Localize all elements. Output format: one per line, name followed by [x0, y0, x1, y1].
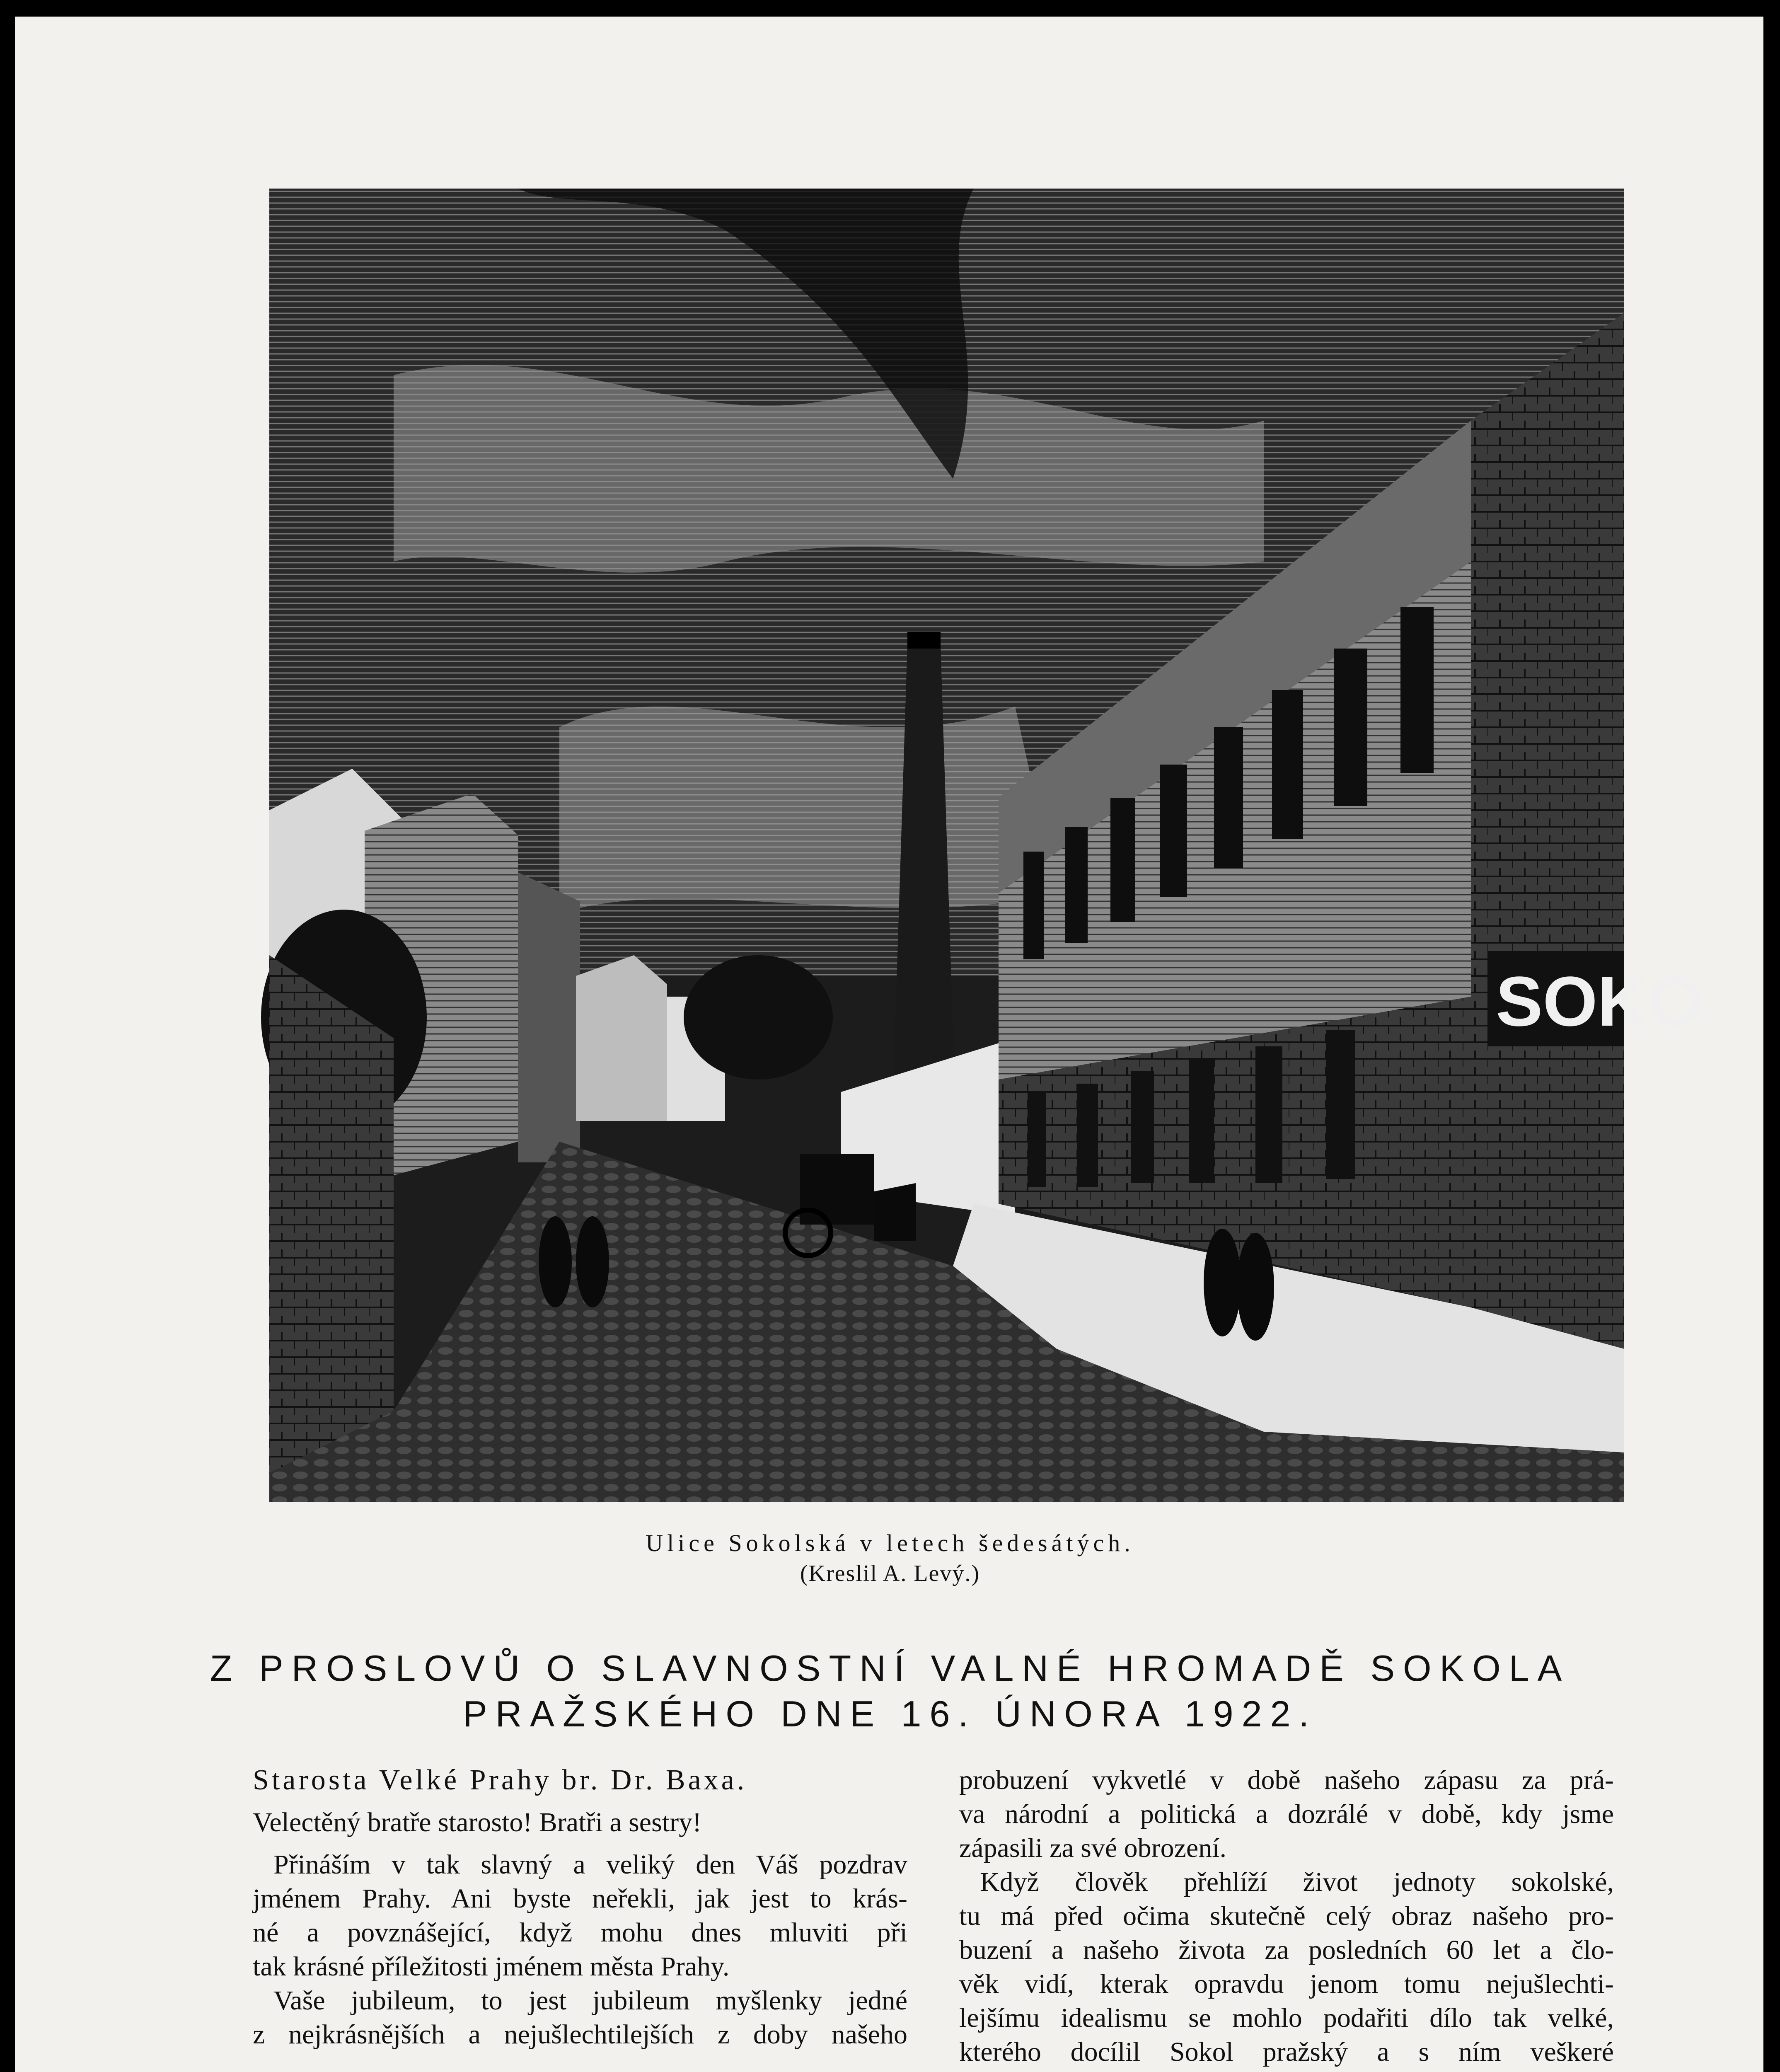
text-line: buzení a našeho života za posledních 60 let a člo- — [959, 1935, 1614, 1965]
text-line: jménem Prahy. Ani byste neřekli, jak jest to krás- — [253, 1883, 907, 1914]
text-line: tu má před očima skutečně celý obraz našeho pro- — [959, 1901, 1614, 1931]
greeting: Velectěný bratře starosto! Bratři a sestry! — [253, 1807, 702, 1837]
text-column-right — [959, 1763, 1614, 2069]
article-title-line-1: Z PROSLOVŮ O SLAVNOSTNÍ VALNÉ HROMADĚ SOKOLA — [210, 1648, 1570, 1689]
text-line: zápasili za své obrození. — [959, 1833, 1227, 1863]
text-line: kterého docílil Sokol pražský a s ním veškeré — [959, 2037, 1614, 2067]
engraving-illustration — [269, 189, 1703, 1502]
text-line: Vaše jubileum, to jest jubileum myšlenky jedné — [273, 1985, 907, 2016]
text-line: probuzení vykvetlé v době našeho zápasu za prá- — [959, 1765, 1614, 1795]
text-line: Přináším v tak slavný a veliký den Váš pozdrav — [273, 1849, 907, 1880]
text-line: va národní a politická a dozrálé v době, kdy jsme — [959, 1799, 1614, 1829]
text-line: věk vidí, kterak opravdu jenom tomu nejušlechti- — [959, 1969, 1614, 1999]
text-line: tak krásné příležitosti jménem města Prahy. — [253, 1951, 730, 1982]
figure-caption: Ulice Sokolská v letech šedesátých. — [646, 1530, 1134, 1556]
speaker-name: Starosta Velké Prahy br. Dr. Baxa. — [253, 1764, 747, 1796]
text-line: Když člověk přehlíží život jednoty sokolské, — [980, 1867, 1614, 1897]
text-column-left — [253, 1763, 907, 2052]
soko-sign: SOKO — [1496, 962, 1703, 1041]
article-title-line-2: PRAŽSKÉHO DNE 16. ÚNORA 1922. — [463, 1693, 1317, 1734]
text-line: z nejkrásnějších a nejušlechtilejších z doby našeho — [253, 2019, 907, 2050]
street-engraving — [269, 189, 1703, 1502]
text-line: lejšímu idealismu se mohlo podařiti dílo tak velké, — [959, 2003, 1614, 2033]
figure-credit: (Kreslil A. Levý.) — [800, 1561, 980, 1586]
text-line: né a povznášející, když mohu dnes mluviti při — [253, 1917, 907, 1948]
